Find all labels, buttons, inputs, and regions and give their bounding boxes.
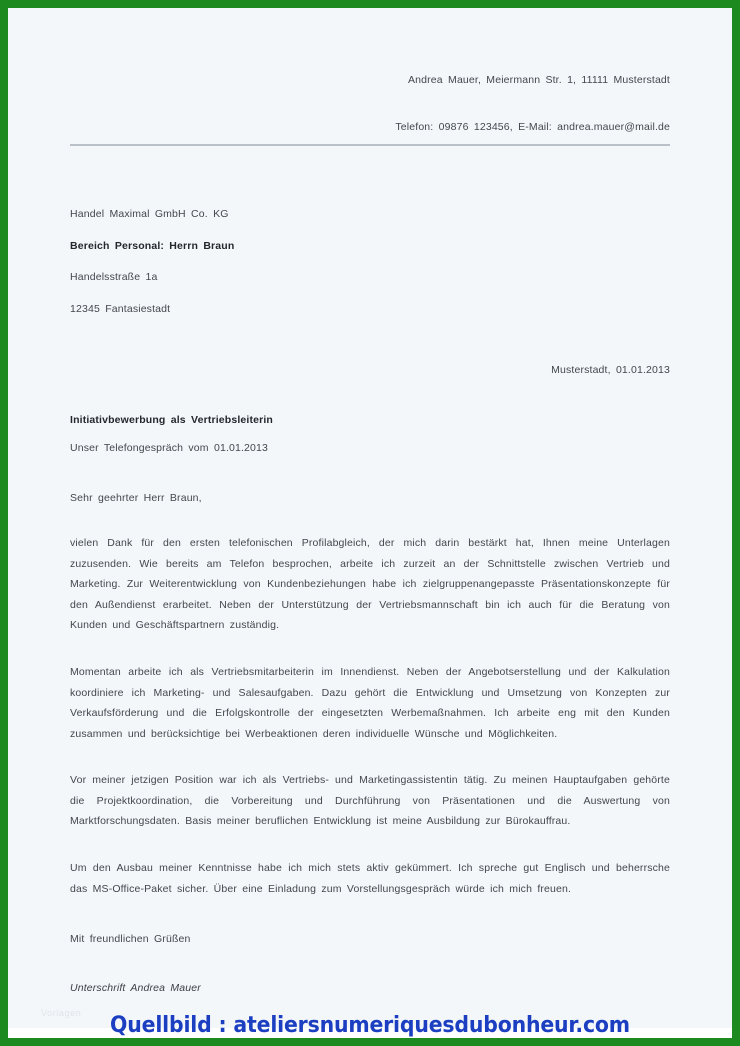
recipient-company: Handel Maximal GmbH Co. KG (70, 208, 229, 221)
sender-header (70, 8, 670, 137)
page-watermark-label: Vorlagen (41, 1008, 82, 1018)
place-and-date: Musterstadt, 01.01.2013 (551, 363, 670, 376)
recipient-street: Handelsstraße 1a (70, 271, 158, 284)
body-paragraph: vielen Dank für den ersten telefonischen Profilabgleich, der mich darin bestärkt hat, Ihnen meine Unterlagen zuzusenden. Wie bereits am Telefon besprochen, arbeite ich zurzeit an der Schnittstelle zwischen Vertrieb und Marketing. Zur Weiterentwicklung von Kundenbeziehungen habe ich zielgruppenangepasste Präsentationskonzepte für den Außendienst erarbeitet. Neben der Unterstützung der Vertriebsmannschaft bin ich auch für die Beratung von Kunden und Geschäftspartnern zuständig. (70, 536, 670, 632)
letter-body (70, 533, 670, 899)
subject-block (70, 410, 670, 458)
body-paragraph: Um den Ausbau meiner Kenntnisse habe ich mich stets aktiv gekümmert. Ich spreche gut Englisch und beherrsche das MS-Office-Paket sicher. Über eine Einladung zum Vorstellungsgespräch würde ich mich freuen. (70, 862, 670, 895)
salutation: Sehr geehrter Herr Braun, (70, 492, 202, 505)
recipient-address-block (70, 204, 670, 319)
source-credit-watermark: Quellbild : ateliersnumeriquesdubonheur.com (110, 1013, 630, 1038)
body-paragraph: Momentan arbeite ich als Vertriebsmitarbeiterin im Innendienst. Neben der Angebotserstellung und der Kalkulation koordiniere ich Marketing- und Salesaufgaben. Dazu gehört die Entwicklung und Umsetzung von Konzepten zur Verkaufsförderung und die Erfolgskontrolle der eingesetzten Werbemaßnahmen. Ich arbeite eng mit den Kunden zusammen und berücksichtige bei Werbeaktionen deren individuelle Wünsche und Möglichkeiten. (70, 665, 670, 740)
recipient-department: Bereich Personal: Herrn Braun (70, 239, 235, 252)
sender-address-line: Andrea Mauer, Meiermann Str. 1, 11111 Musterstadt (408, 74, 670, 86)
letter-page (8, 8, 732, 1028)
closing-phrase: Mit freundlichen Grüßen (70, 933, 191, 946)
subject-title: Initiativbewerbung als Vertriebsleiterin (70, 414, 273, 427)
recipient-city: 12345 Fantasiestadt (70, 302, 171, 315)
body-paragraph: Vor meiner jetzigen Position war ich als Vertriebs- und Marketingassistentin tätig. Zu meinen Hauptaufgaben gehörte die Projektkoordination, die Vorbereitung und Durchführung von Präsentationen und die Auswertung von Marktforschungsdaten. Basis meiner beruflichen Entwicklung ist meine Ausbildung zur Bürokauffrau. (70, 774, 670, 828)
frame-inner (8, 8, 732, 1038)
signature-line: Unterschrift Andrea Mauer (70, 981, 201, 994)
header-divider-rule (70, 144, 670, 146)
sender-contact-line: Telefon: 09876 123456, E-Mail: andrea.mauer@mail.de (395, 120, 670, 133)
subject-reference: Unser Telefongespräch vom 01.01.2013 (70, 441, 269, 454)
